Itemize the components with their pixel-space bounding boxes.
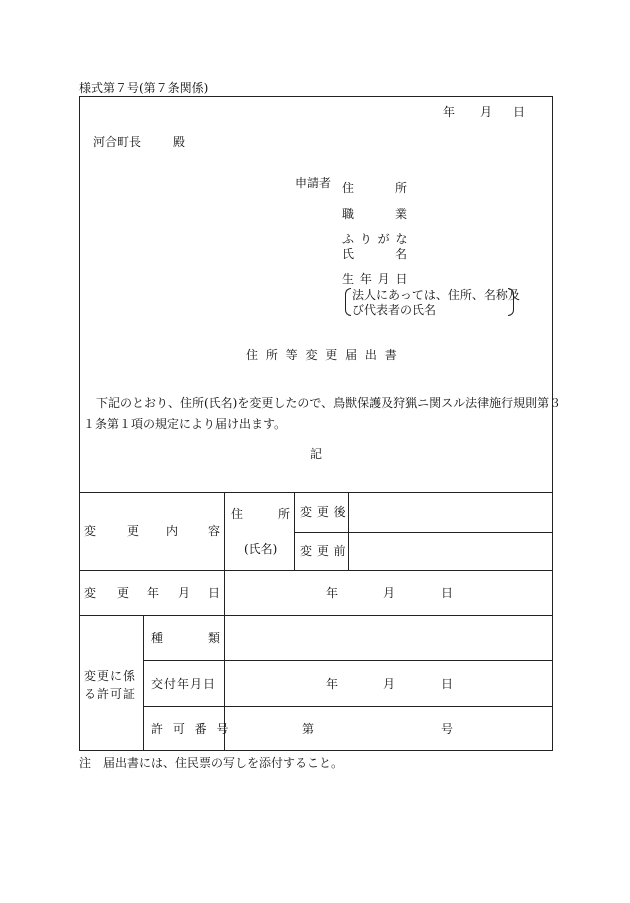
date-day: 日 <box>513 105 526 119</box>
change-date-month: 月 <box>383 586 396 600</box>
permit-group-line2: る許可証 <box>84 687 137 701</box>
permit-number-suffix: 号 <box>441 722 454 736</box>
issue-date-label: 交付年月日 <box>151 677 217 691</box>
change-date-3: 年 <box>147 586 160 600</box>
applicant-furigana: ふ り が な <box>342 232 409 246</box>
change-date-year: 年 <box>326 586 339 600</box>
issue-date-month: 月 <box>383 677 396 691</box>
body-line-1: 下記のとおり、住所(氏名)を変更したので、鳥獣保護及狩猟ニ関スル法律施行規則第３ <box>96 396 562 410</box>
change-date-4: 月 <box>178 586 191 600</box>
left-bracket <box>345 288 351 316</box>
table-line-issue-bottom <box>143 706 553 707</box>
change-content-4: 容 <box>208 524 221 538</box>
change-content-1: 変 <box>84 524 97 538</box>
permit-number-label: 許 可 番 号 <box>151 722 232 736</box>
change-content-3: 内 <box>166 524 179 538</box>
ki-mark: 記 <box>310 447 323 461</box>
kind-label-a: 種 <box>151 631 164 645</box>
before-value-field[interactable] <box>349 533 552 569</box>
change-content-2: 更 <box>127 524 140 538</box>
addressee: 河合町長 <box>93 135 142 149</box>
corp-note-line1: 法人にあっては、住所、名称及 <box>352 288 520 302</box>
date-year: 年 <box>443 105 456 119</box>
address-label-b: 所 <box>278 507 291 521</box>
after-label: 変 更 後 <box>300 505 347 519</box>
name-paren-label: (氏名) <box>244 542 278 556</box>
applicant-address-a: 住 <box>342 181 355 195</box>
applicant-label: 申請者 <box>295 176 332 190</box>
table-line-content-bottom <box>79 570 553 571</box>
applicant-occupation-a: 職 <box>342 207 355 221</box>
before-label: 変 更 前 <box>300 544 347 558</box>
footnote: 注 届出書には、住民票の写しを添付すること。 <box>79 756 344 770</box>
corp-note-line2: び代表者の氏名 <box>352 303 437 317</box>
applicant-birthdate: 生 年 月 日 <box>342 272 409 286</box>
address-label-a: 住 <box>231 507 244 521</box>
change-date-day: 日 <box>441 586 454 600</box>
date-month: 月 <box>480 105 493 119</box>
issue-date-year: 年 <box>326 677 339 691</box>
change-date-1: 変 <box>84 586 97 600</box>
applicant-name-b: 名 <box>395 247 408 261</box>
permit-group-line1: 変更に係 <box>84 669 137 683</box>
kind-label-b: 類 <box>208 631 221 645</box>
issue-date-day: 日 <box>441 677 454 691</box>
applicant-name-a: 氏 <box>342 247 355 261</box>
honorific: 殿 <box>173 135 186 149</box>
body-line-2: １条第１項の規定により届け出ます。 <box>83 417 287 431</box>
form-title: 住 所 等 変 更 届 出 書 <box>246 348 399 362</box>
change-date-5: 日 <box>208 586 221 600</box>
change-date-2: 更 <box>117 586 130 600</box>
kind-value-field[interactable] <box>225 616 552 659</box>
permit-number-prefix: 第 <box>302 722 315 736</box>
table-line-kind-bottom <box>143 660 553 661</box>
applicant-address-b: 所 <box>395 181 408 195</box>
form-number: 様式第７号(第７条関係) <box>79 81 209 95</box>
applicant-occupation-b: 業 <box>395 207 408 221</box>
table-col-line-permit <box>143 615 144 751</box>
after-value-field[interactable] <box>349 493 552 531</box>
table-col-line-field <box>294 492 295 570</box>
